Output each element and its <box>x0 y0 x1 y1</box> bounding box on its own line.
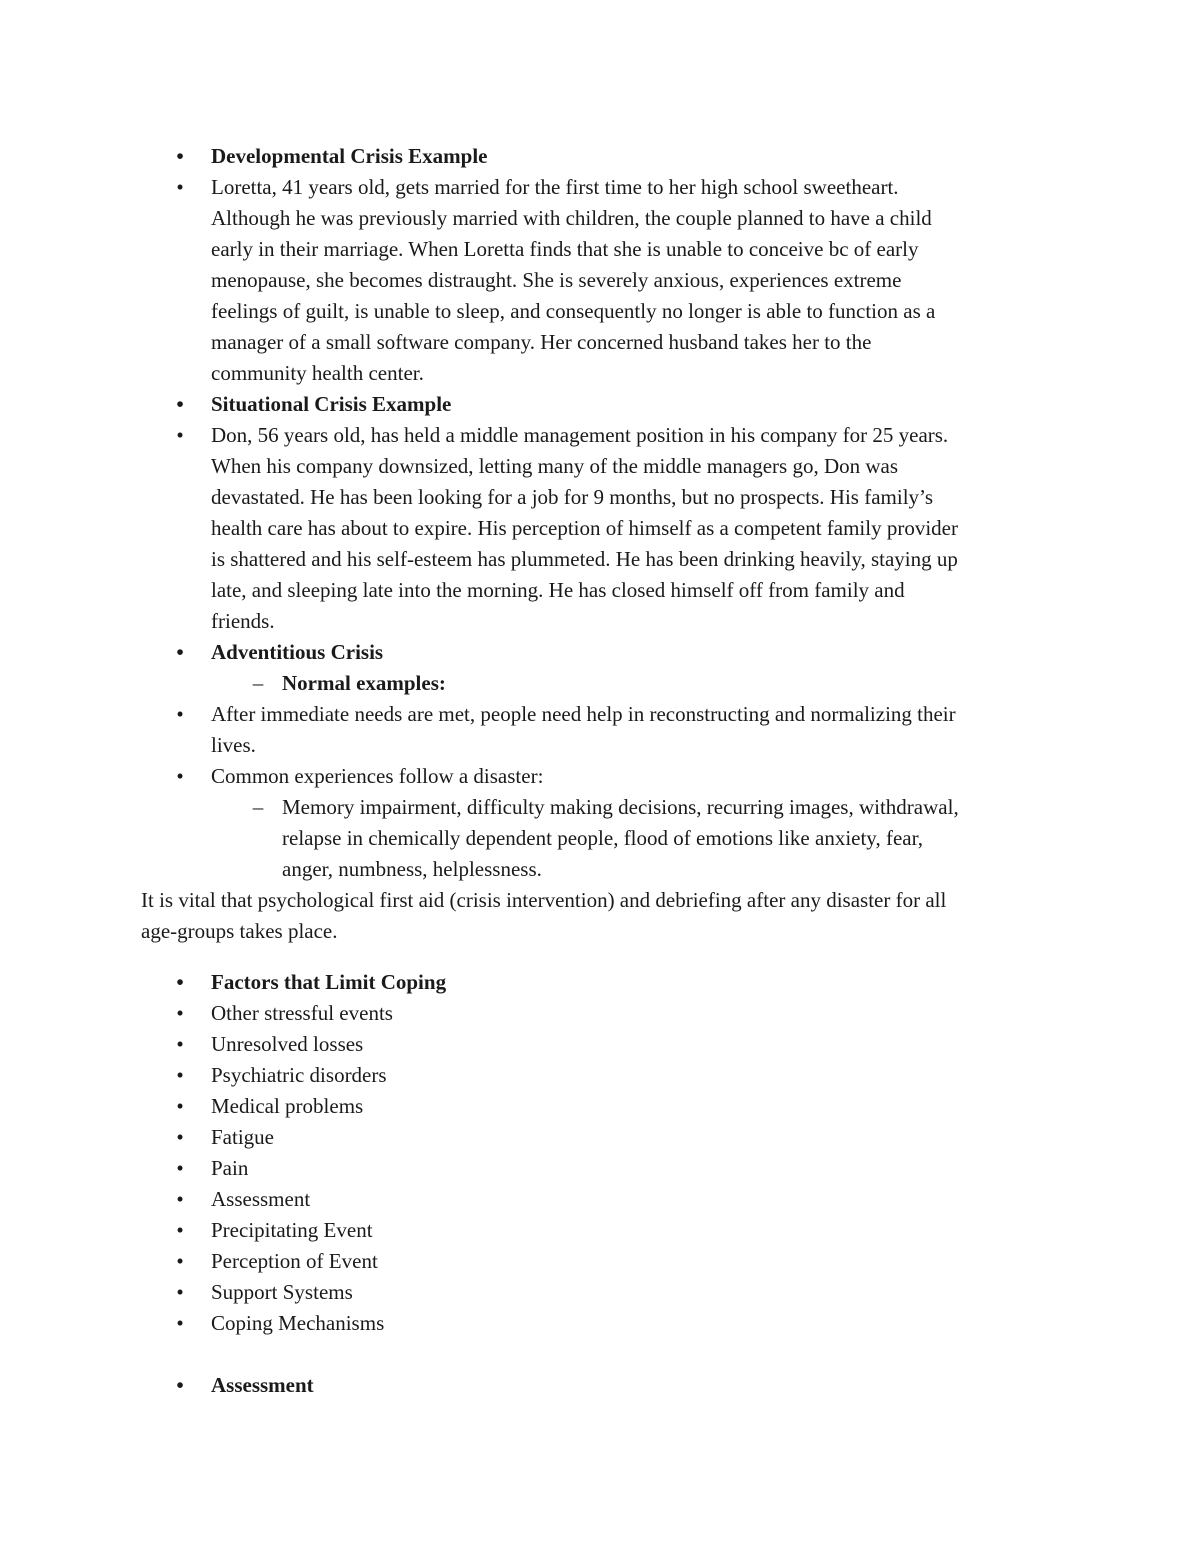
bullet: • <box>176 144 184 168</box>
developmental-line: feelings of guilt, is unable to sleep, and consequently no longer is able to function as a <box>211 299 936 323</box>
bullet: • <box>176 1063 184 1087</box>
situational-line: is shattered and his self-esteem has plummeted. He has been drinking heavily, staying up <box>211 547 958 571</box>
factors-heading: Factors that Limit Coping <box>211 970 447 994</box>
adventitious-heading: Adventitious Crisis <box>211 640 384 664</box>
developmental-line: manager of a small software company. Her concerned husband takes her to the <box>211 330 872 354</box>
developmental-line: Although he was previously married with children, the couple planned to have a child <box>211 206 932 230</box>
adventitious-item: Common experiences follow a disaster: <box>211 764 544 788</box>
adventitious-item: lives. <box>211 733 256 757</box>
situational-line: devastated. He has been looking for a job for 9 months, but no prospects. His family’s <box>211 485 934 509</box>
bullet: • <box>176 640 184 664</box>
developmental-line: community health center. <box>211 361 424 385</box>
factors-item: Support Systems <box>211 1280 353 1304</box>
bullet: • <box>176 1156 184 1180</box>
bullet: • <box>176 970 184 994</box>
factors-item: Unresolved losses <box>211 1032 364 1056</box>
developmental-line: Loretta, 41 years old, gets married for the first time to her high school sweetheart. <box>211 175 899 199</box>
situational-line: When his company downsized, letting many of the middle managers go, Don was <box>211 454 899 478</box>
adventitious-subitem: relapse in chemically dependent people, flood of emotions like anxiety, fear, <box>282 826 923 850</box>
bullet: • <box>176 1001 184 1025</box>
developmental-line: menopause, she becomes distraught. She is severely anxious, experiences extreme <box>211 268 902 292</box>
adventitious-item: After immediate needs are met, people need help in reconstructing and normalizing their <box>211 702 956 726</box>
factors-item: Precipitating Event <box>211 1218 373 1242</box>
bullet: • <box>176 1125 184 1149</box>
bullet: • <box>176 423 184 447</box>
dash-bullet: – <box>252 671 264 695</box>
situational-line: late, and sleeping late into the morning. He has closed himself off from family and <box>211 578 905 602</box>
factors-item: Pain <box>211 1156 249 1180</box>
bullet: • <box>176 1280 184 1304</box>
bullet: • <box>176 1218 184 1242</box>
factors-item: Assessment <box>211 1187 311 1211</box>
body-paragraph: age-groups takes place. <box>141 919 338 943</box>
bullet: • <box>176 764 184 788</box>
situational-heading: Situational Crisis Example <box>211 392 452 416</box>
dash-bullet: – <box>252 795 264 819</box>
developmental-line: early in their marriage. When Loretta finds that she is unable to conceive bc of early <box>211 237 919 261</box>
adventitious-subitem: anger, numbness, helplessness. <box>282 857 542 881</box>
bullet: • <box>176 1187 184 1211</box>
factors-item: Other stressful events <box>211 1001 393 1025</box>
assessment-heading: Assessment <box>211 1373 314 1397</box>
bullet: • <box>176 1032 184 1056</box>
bullet: • <box>176 1311 184 1335</box>
factors-item: Psychiatric disorders <box>211 1063 387 1087</box>
bullet: • <box>176 1094 184 1118</box>
body-paragraph: It is vital that psychological first aid (crisis intervention) and debriefing after any disaster for all <box>141 888 947 912</box>
bullet: • <box>176 392 184 416</box>
adventitious-subitem: Memory impairment, difficulty making decisions, recurring images, withdrawal, <box>282 795 959 819</box>
bullet: • <box>176 702 184 726</box>
situational-line: Don, 56 years old, has held a middle management position in his company for 25 years. <box>211 423 949 447</box>
factors-item: Fatigue <box>211 1125 274 1149</box>
factors-item: Perception of Event <box>211 1249 378 1273</box>
bullet: • <box>176 175 184 199</box>
bullet: • <box>176 1249 184 1273</box>
developmental-heading: Developmental Crisis Example <box>211 144 488 168</box>
situational-line: friends. <box>211 609 275 633</box>
adventitious-subheading: Normal examples: <box>282 671 446 695</box>
factors-item: Medical problems <box>211 1094 364 1118</box>
situational-line: health care has about to expire. His perception of himself as a competent family provider <box>211 516 958 540</box>
bullet: • <box>176 1373 184 1397</box>
factors-item: Coping Mechanisms <box>211 1311 385 1335</box>
